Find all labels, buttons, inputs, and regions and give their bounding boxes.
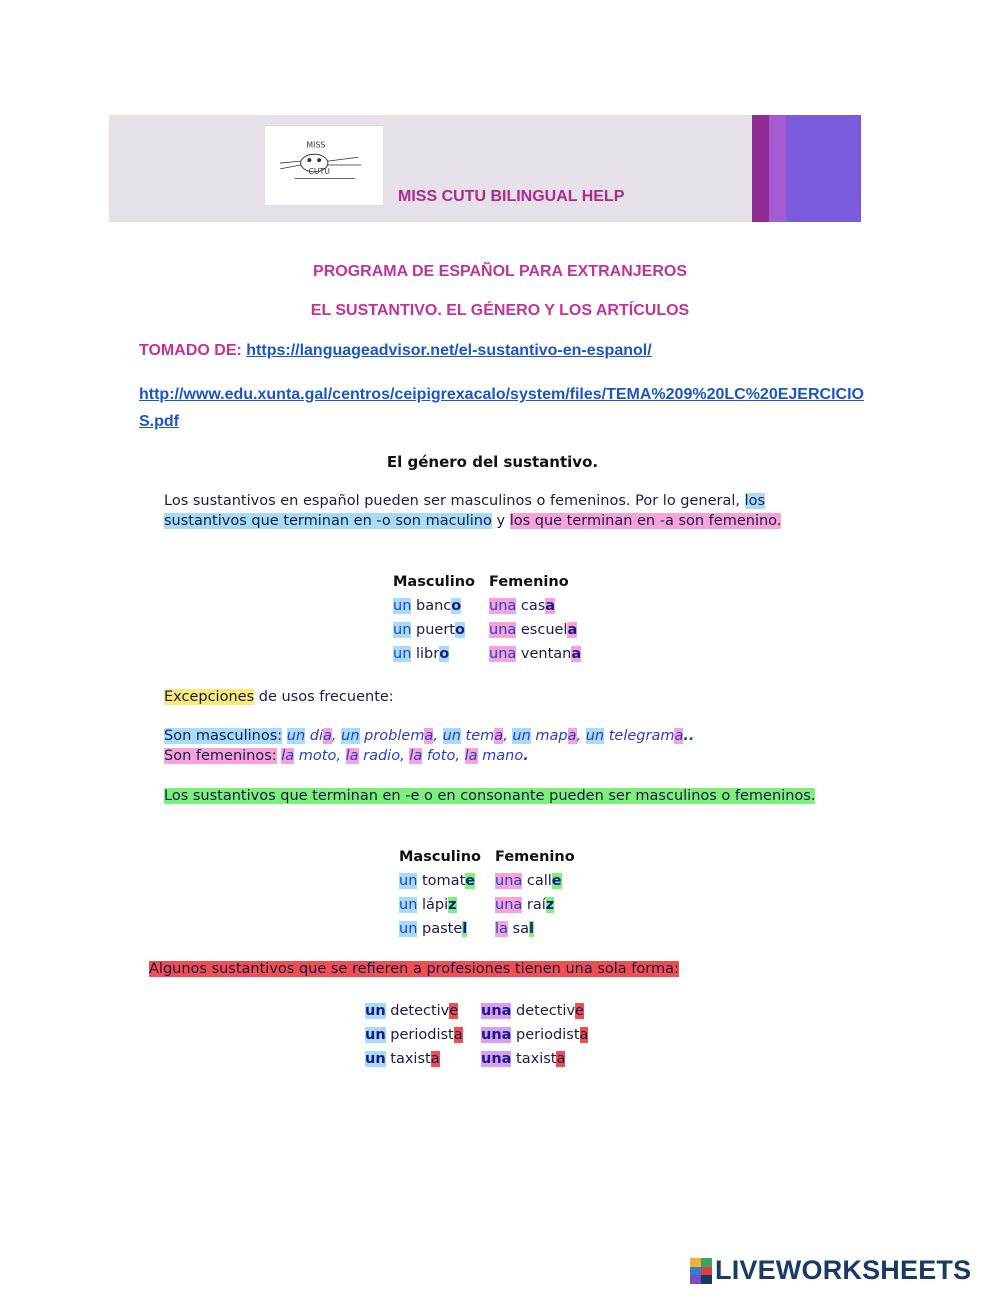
ending: z (448, 897, 457, 913)
table-row (399, 869, 575, 893)
logo-text-top: MISS (306, 140, 326, 150)
fem-label: Son femeninos: (164, 748, 277, 764)
miss-cutu-logo (264, 125, 384, 206)
stem: map (530, 728, 568, 744)
table1-head-m: Masculino (393, 574, 475, 590)
article: una (481, 1051, 512, 1067)
liveworksheets-icon (690, 1258, 712, 1284)
ending: a (571, 646, 582, 662)
article: una (489, 598, 517, 614)
header-stripe-dark (752, 115, 769, 222)
table-row (365, 999, 588, 1023)
separator: , (503, 728, 513, 744)
article: una (481, 1003, 512, 1019)
article: un (512, 728, 531, 744)
ending: e (575, 1003, 584, 1019)
ending: e (465, 873, 476, 889)
table1-head-f: Femenino (489, 574, 569, 590)
ending: a (545, 598, 556, 614)
liveworksheets-text: LIVEWORKSHEETS (715, 1255, 972, 1285)
intro-and: y (491, 513, 510, 529)
topic-title: EL SUSTANTIVO. EL GÉNERO Y LOS ARTÍCULOS (310, 302, 690, 319)
article: un (393, 598, 412, 614)
exceptions-rest: de usos frecuente: (254, 689, 394, 705)
table2-head-f: Femenino (495, 849, 575, 865)
red-note (149, 959, 679, 979)
article: un (399, 897, 418, 913)
article: la (409, 748, 423, 764)
ending: a (556, 1051, 566, 1067)
masc-label: Son masculinos: (164, 728, 283, 744)
ending: a (430, 1051, 440, 1067)
cat-logo-icon (265, 126, 383, 205)
intro-masculine-rule: los sustantivos que terminan en -o son maculino (164, 493, 766, 529)
separator: , (433, 728, 443, 744)
stem: banc (411, 598, 452, 614)
stem: sa (507, 921, 529, 937)
stem: detectiv (385, 1003, 450, 1019)
separator: , (331, 728, 342, 744)
word: moto (294, 748, 337, 764)
article: un (365, 1027, 386, 1043)
brand-name: MISS CUTU BILINGUAL HELP (398, 188, 625, 205)
ending: o (439, 646, 450, 662)
intro-plain: Los sustantivos en español pueden ser masculinos o femeninos. Por lo general, (164, 493, 741, 509)
table-row (393, 618, 581, 642)
professions-table (365, 999, 588, 1071)
stem: tem (460, 728, 495, 744)
separator: , (455, 748, 465, 764)
stem: ventan (516, 646, 572, 662)
article: un (399, 873, 418, 889)
source-link-1[interactable]: https://languageadvisor.net/el-sustantivo-en-espanol/ (246, 342, 652, 359)
exceptions-label: Excepciones (164, 689, 255, 705)
article: un (399, 921, 418, 937)
gender-table-1 (393, 570, 581, 666)
header-stripe-light (786, 115, 861, 222)
ending: e (551, 873, 562, 889)
word: foto (422, 748, 456, 764)
masculine-exceptions (164, 726, 694, 746)
stem: lápi (417, 897, 449, 913)
article: una (489, 622, 517, 638)
stem: dí (305, 728, 324, 744)
source-line-2 (139, 381, 869, 435)
table-row (399, 917, 575, 941)
article: un (341, 728, 360, 744)
article: la (495, 921, 508, 937)
ending: z (545, 897, 555, 913)
ending: a (323, 728, 332, 744)
liveworksheets-logo[interactable] (690, 1255, 971, 1286)
stem: periodist (385, 1027, 454, 1043)
separator: , (336, 748, 346, 764)
ending: a (494, 728, 504, 744)
stem: problem (359, 728, 425, 744)
separator: , (400, 748, 410, 764)
table-row (365, 1047, 588, 1071)
stem: taxist (511, 1051, 557, 1067)
table-row (399, 893, 575, 917)
stem: call (522, 873, 552, 889)
article: una (489, 646, 517, 662)
intro-feminine-rule: los que terminan en -a son femenino. (509, 513, 782, 529)
article: una (495, 873, 523, 889)
article: un (286, 728, 306, 744)
article: un (393, 622, 412, 638)
ending: a (453, 1027, 463, 1043)
section-title: El género del sustantivo. (386, 453, 599, 471)
table-row (393, 594, 581, 618)
exceptions-heading (164, 687, 394, 707)
ending: o (454, 622, 465, 638)
gender-table-2 (399, 845, 575, 941)
article: un (365, 1051, 386, 1067)
header-stripe-mid (769, 115, 786, 222)
feminine-exceptions (164, 746, 529, 766)
stem: detectiv (511, 1003, 576, 1019)
stem: taxist (385, 1051, 431, 1067)
word: radio (358, 748, 401, 764)
stem: puert (411, 622, 455, 638)
article: un (585, 728, 605, 744)
ending: o (451, 598, 462, 614)
article: la (345, 748, 359, 764)
article: una (495, 897, 523, 913)
ending: a (579, 1027, 589, 1043)
article: la (464, 748, 478, 764)
stem: escuel (516, 622, 568, 638)
article: un (365, 1003, 386, 1019)
table-row (365, 1023, 588, 1047)
ending: l (528, 921, 534, 937)
green-note (164, 786, 824, 806)
program-title: PROGRAMA DE ESPAÑOL PARA EXTRANJEROS (313, 263, 687, 280)
stem: paste (417, 921, 463, 937)
word: mano (477, 748, 524, 764)
separator: , (576, 728, 586, 744)
ending: a (567, 728, 577, 744)
separator: . (523, 748, 529, 764)
article: una (481, 1027, 512, 1043)
source-line (139, 342, 652, 360)
source-label: TOMADO DE: (139, 342, 242, 359)
ending: e (449, 1003, 459, 1019)
table2-head-m: Masculino (399, 849, 481, 865)
ending: a (674, 728, 684, 744)
ending: a (424, 728, 434, 744)
article: un (393, 646, 412, 662)
red-note-text: Algunos sustantivos que se refieren a profesiones tienen una sola forma: (149, 961, 679, 977)
separator: .. (683, 728, 695, 744)
article: un (442, 728, 461, 744)
table-row (393, 642, 581, 666)
stem: telegram (604, 728, 675, 744)
stem: raí (522, 897, 546, 913)
ending: l (462, 921, 468, 937)
stem: periodist (511, 1027, 580, 1043)
ending: a (567, 622, 578, 638)
article: la (281, 748, 295, 764)
intro-paragraph (164, 491, 829, 531)
stem: libr (411, 646, 440, 662)
stem: tomat (417, 873, 466, 889)
source-link-2[interactable]: http://www.edu.xunta.gal/centros/ceipigrexacalo/system/files/TEMA%209%20LC%20EJERCICIOS.pdf (139, 386, 864, 430)
green-note-text: Los sustantivos que terminan en -e o en consonante pueden ser masculinos o femeninos. (164, 788, 816, 804)
logo-text-bottom: CUTU (308, 166, 331, 176)
stem: cas (516, 598, 546, 614)
